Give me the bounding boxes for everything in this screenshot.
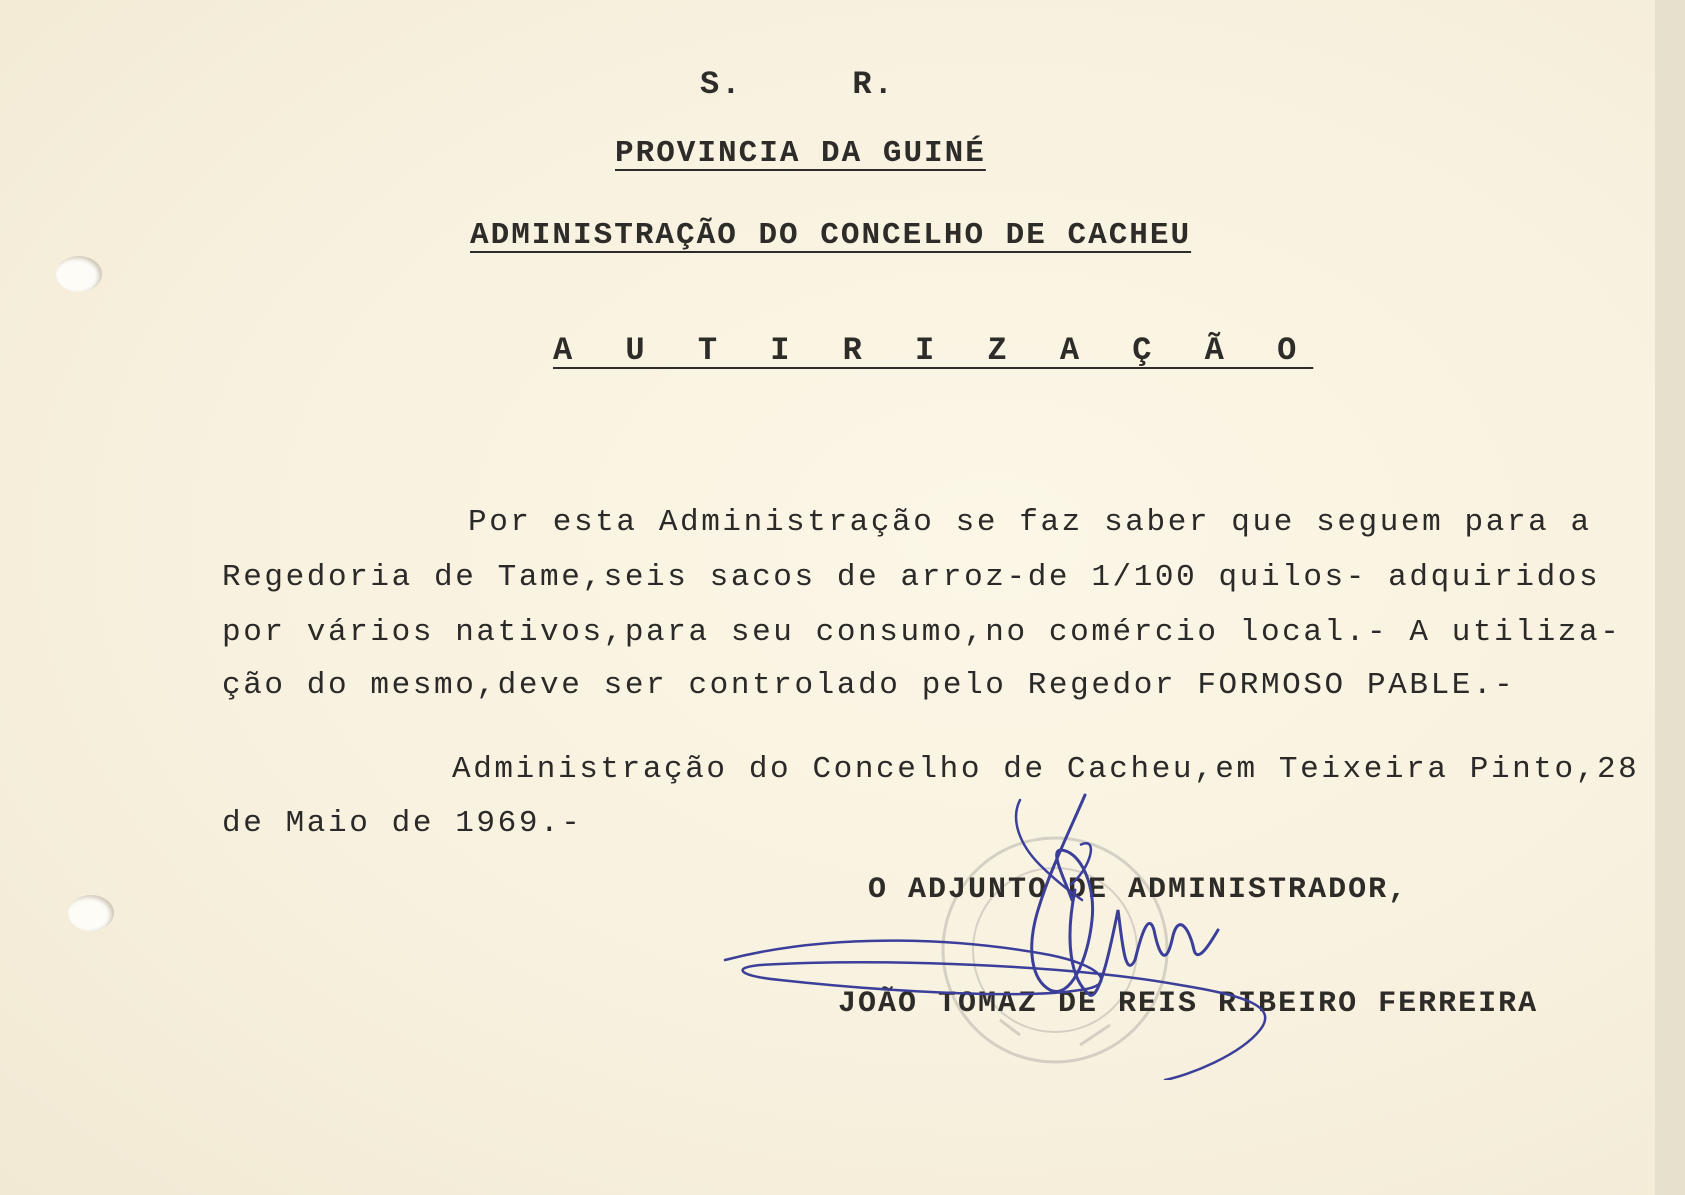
header-r: R. [852,66,895,103]
header-sr [700,66,1005,103]
body-line: Por esta Administração se faz saber que seguem para a [468,505,1592,540]
place-date-line: de Maio de 1969.- [222,806,583,841]
header-s: S. [700,66,743,103]
administration-heading: ADMINISTRAÇÃO DO CONCELHO DE CACHEU [470,218,1192,253]
signatory-title: O ADJUNTO DE ADMINISTRADOR, [868,873,1409,907]
body-line: Regedoria de Tame,seis sacos de arroz-de 1/100 quilos- adquiridos [222,560,1601,595]
punch-hole [68,895,114,931]
body-line: por vários nativos,para seu consumo,no comércio local.- A utiliza- [222,615,1622,650]
official-stamp [930,820,1180,1080]
body-line: ção do mesmo,deve ser controlado pelo Regedor FORMOSO PABLE.- [222,668,1516,703]
handwritten-signature [720,790,1280,1080]
province-heading: PROVINCIA DA GUINÉ [615,136,986,171]
document-title: A U T I R I Z A Ç Ã O [553,332,1314,369]
page-edge [1655,0,1685,1195]
signatory-name: JOÃO TOMAZ DE REIS RIBEIRO FERREIRA [838,987,1539,1021]
place-date-line: Administração do Concelho de Cacheu,em Teixeira Pinto,28 [452,752,1640,787]
punch-hole [56,256,102,292]
